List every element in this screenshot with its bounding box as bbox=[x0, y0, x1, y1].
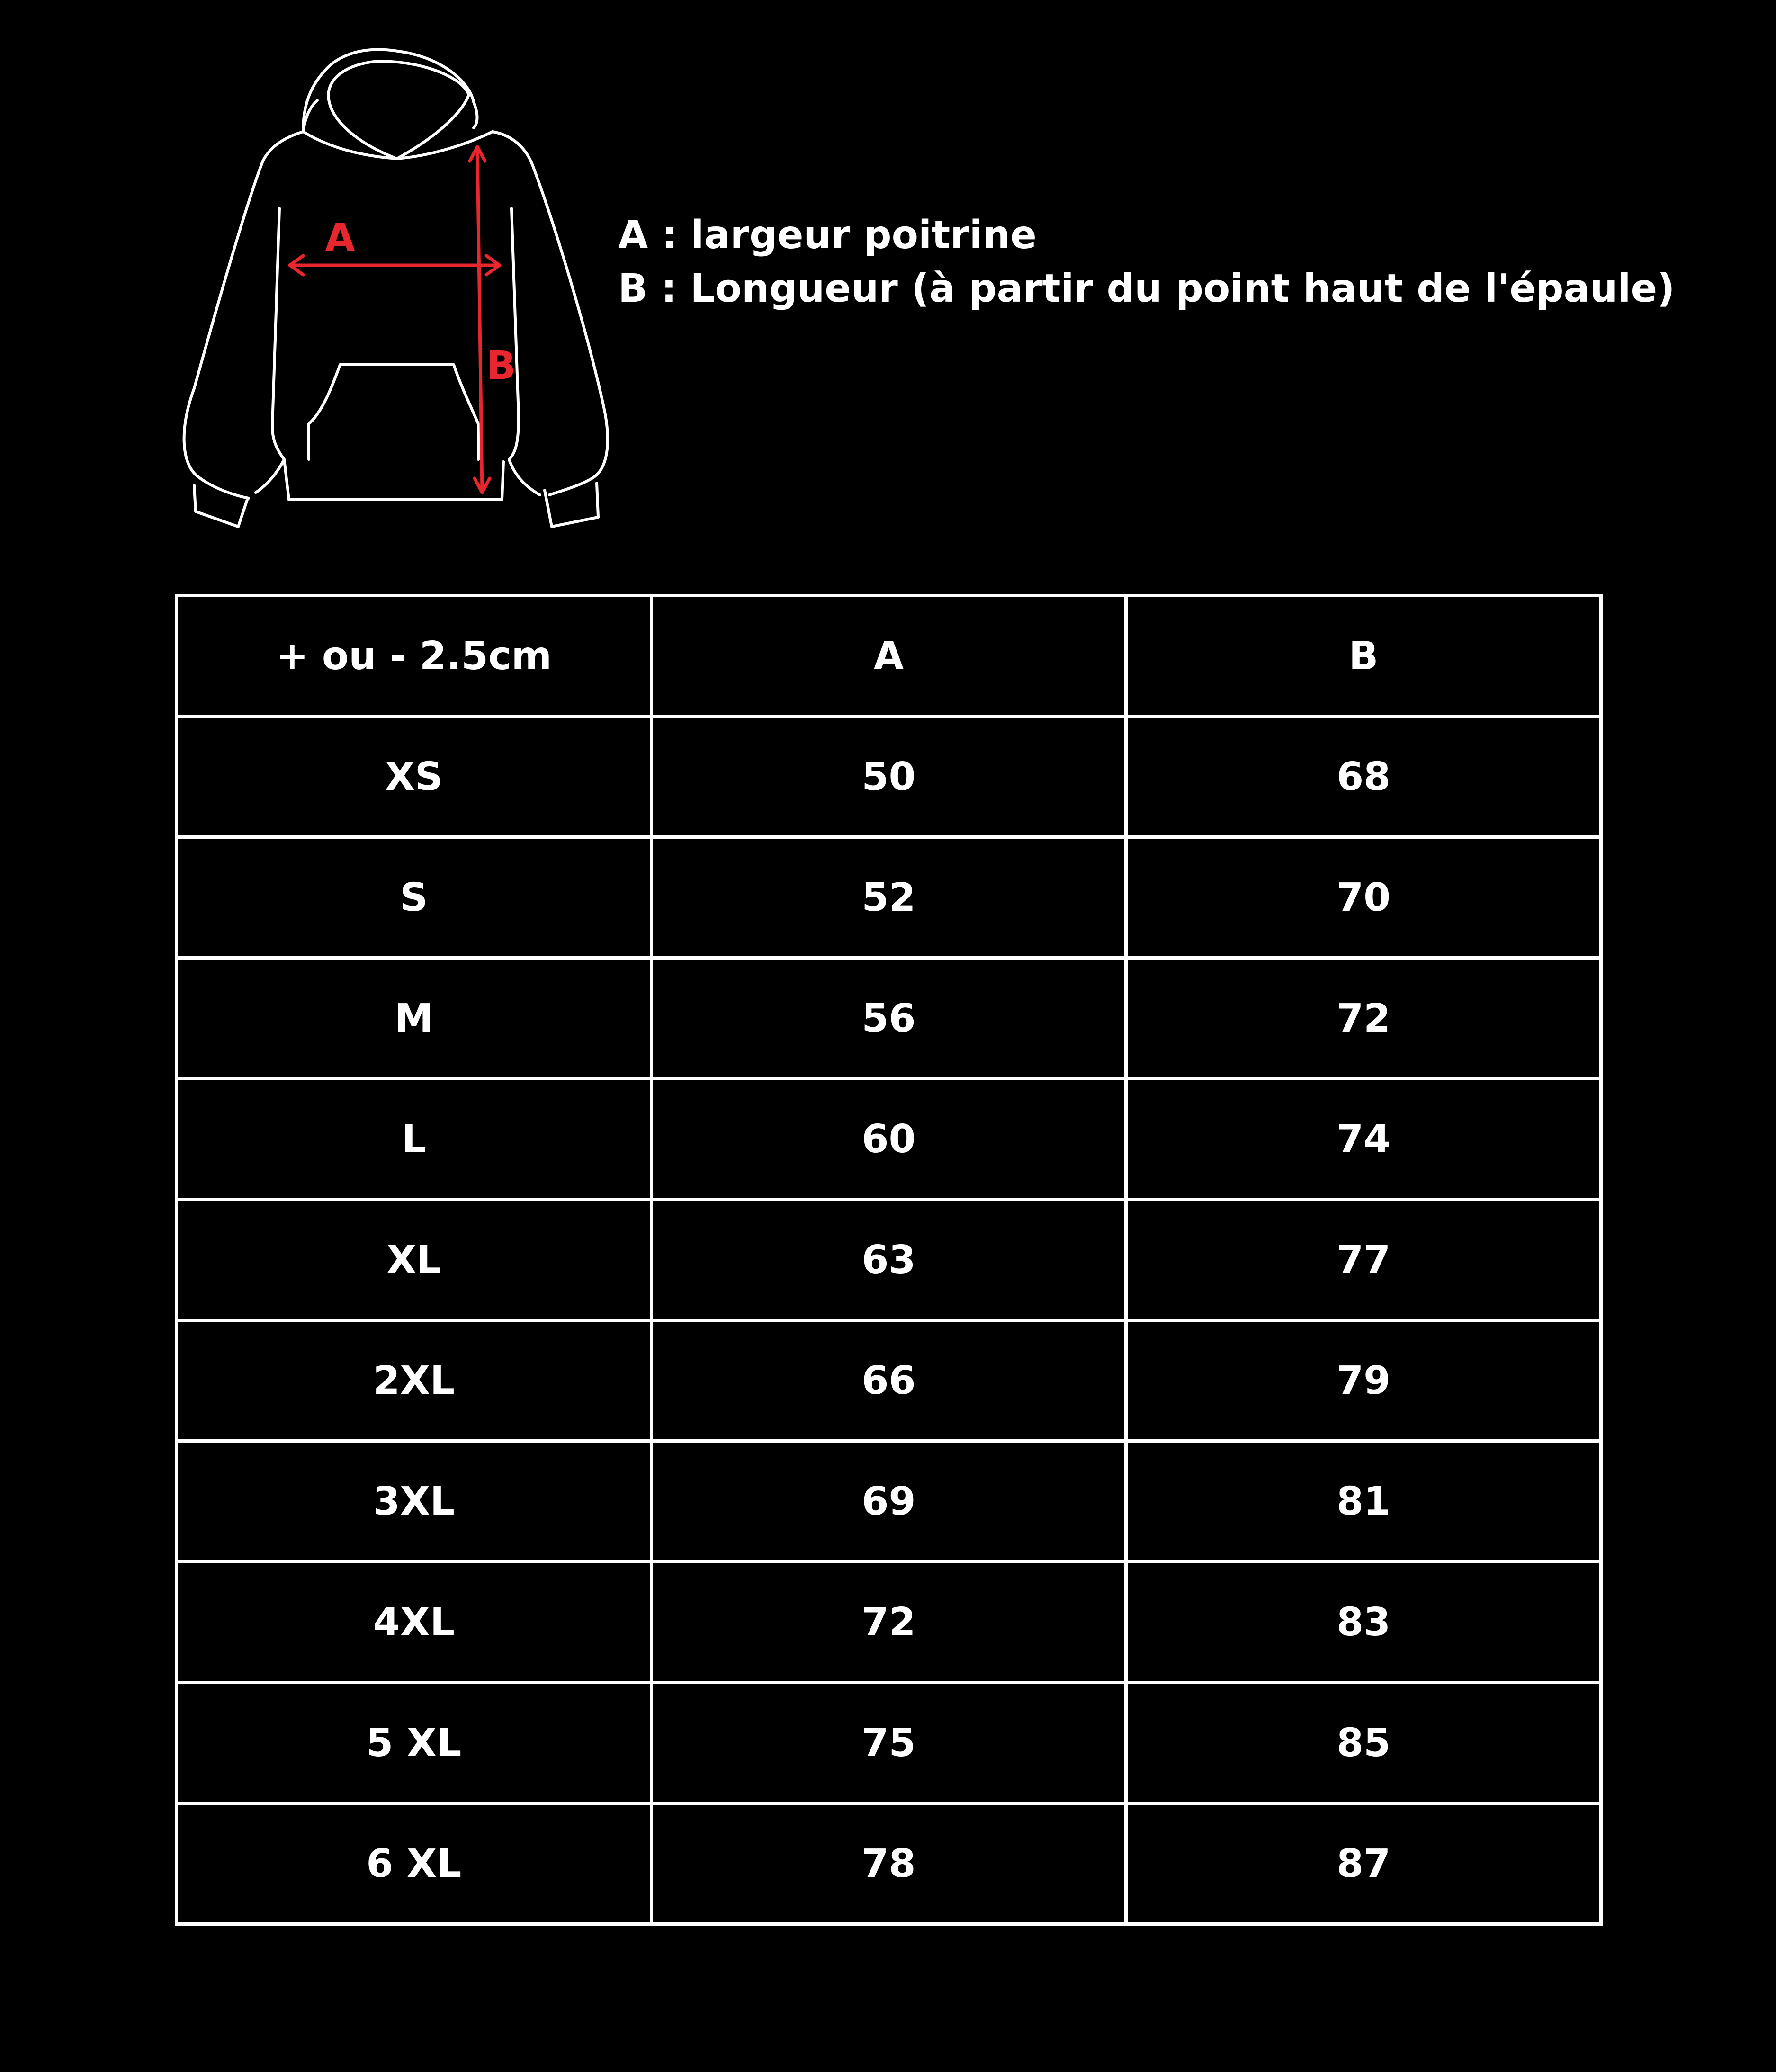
size-cell: 3XL bbox=[177, 1441, 652, 1562]
neckline bbox=[303, 132, 493, 159]
size-cell: S bbox=[177, 837, 652, 958]
size-cell: 4XL bbox=[177, 1562, 652, 1683]
size-cell: M bbox=[177, 958, 652, 1079]
value-a-cell: 66 bbox=[651, 1320, 1126, 1441]
table-row bbox=[177, 958, 1601, 1079]
table-row bbox=[177, 837, 1601, 958]
label-b: B bbox=[486, 343, 516, 388]
value-a-cell: 60 bbox=[651, 1079, 1126, 1200]
value-a-cell: 56 bbox=[651, 958, 1126, 1079]
value-a-cell: 69 bbox=[651, 1441, 1126, 1562]
kangaroo-pocket bbox=[309, 365, 478, 459]
legend-line-b: B : Longueur (à partir du point haut de l'épaule) bbox=[618, 266, 1675, 311]
size-cell: 6 XL bbox=[177, 1803, 652, 1924]
table-row bbox=[177, 1200, 1601, 1320]
left-cuff bbox=[194, 485, 247, 527]
table-row bbox=[177, 1320, 1601, 1441]
size-cell: 2XL bbox=[177, 1320, 652, 1441]
value-b-cell: 70 bbox=[1126, 837, 1601, 958]
hood-inner bbox=[328, 62, 469, 159]
size-chart-table bbox=[175, 594, 1603, 1926]
table-row bbox=[177, 1803, 1601, 1924]
right-sleeve bbox=[493, 132, 608, 495]
header-a: A bbox=[651, 596, 1126, 717]
table-row bbox=[177, 1079, 1601, 1200]
size-cell: XS bbox=[177, 717, 652, 837]
value-a-cell: 72 bbox=[651, 1562, 1126, 1683]
value-b-cell: 68 bbox=[1126, 717, 1601, 837]
label-a: A bbox=[325, 215, 355, 260]
value-b-cell: 87 bbox=[1126, 1803, 1601, 1924]
legend-line-a: A : largeur poitrine bbox=[618, 213, 1037, 258]
value-b-cell: 79 bbox=[1126, 1320, 1601, 1441]
measurement-arrows bbox=[290, 147, 500, 493]
left-sleeve-inner bbox=[256, 208, 284, 493]
size-cell: XL bbox=[177, 1200, 652, 1320]
table-row bbox=[177, 717, 1601, 837]
value-a-cell: 75 bbox=[651, 1683, 1126, 1803]
value-a-cell: 78 bbox=[651, 1803, 1126, 1924]
value-b-cell: 74 bbox=[1126, 1079, 1601, 1200]
measurement-legend bbox=[618, 208, 1675, 315]
right-cuff bbox=[545, 483, 598, 527]
value-b-cell: 81 bbox=[1126, 1441, 1601, 1562]
value-b-cell: 83 bbox=[1126, 1562, 1601, 1683]
waistband bbox=[284, 459, 503, 500]
table-row bbox=[177, 1562, 1601, 1683]
header-b: B bbox=[1126, 596, 1601, 717]
left-sleeve bbox=[184, 132, 303, 498]
size-cell: 5 XL bbox=[177, 1683, 652, 1803]
table-header-row bbox=[177, 596, 1601, 717]
table-row bbox=[177, 1441, 1601, 1562]
value-b-cell: 72 bbox=[1126, 958, 1601, 1079]
size-cell: L bbox=[177, 1079, 652, 1200]
value-a-cell: 52 bbox=[651, 837, 1126, 958]
table-row bbox=[177, 1683, 1601, 1803]
value-a-cell: 50 bbox=[651, 717, 1126, 837]
value-b-cell: 85 bbox=[1126, 1683, 1601, 1803]
header-tolerance: + ou - 2.5cm bbox=[177, 596, 652, 717]
value-b-cell: 77 bbox=[1126, 1200, 1601, 1320]
value-a-cell: 63 bbox=[651, 1200, 1126, 1320]
hoodie-measurement-diagram bbox=[175, 47, 616, 535]
